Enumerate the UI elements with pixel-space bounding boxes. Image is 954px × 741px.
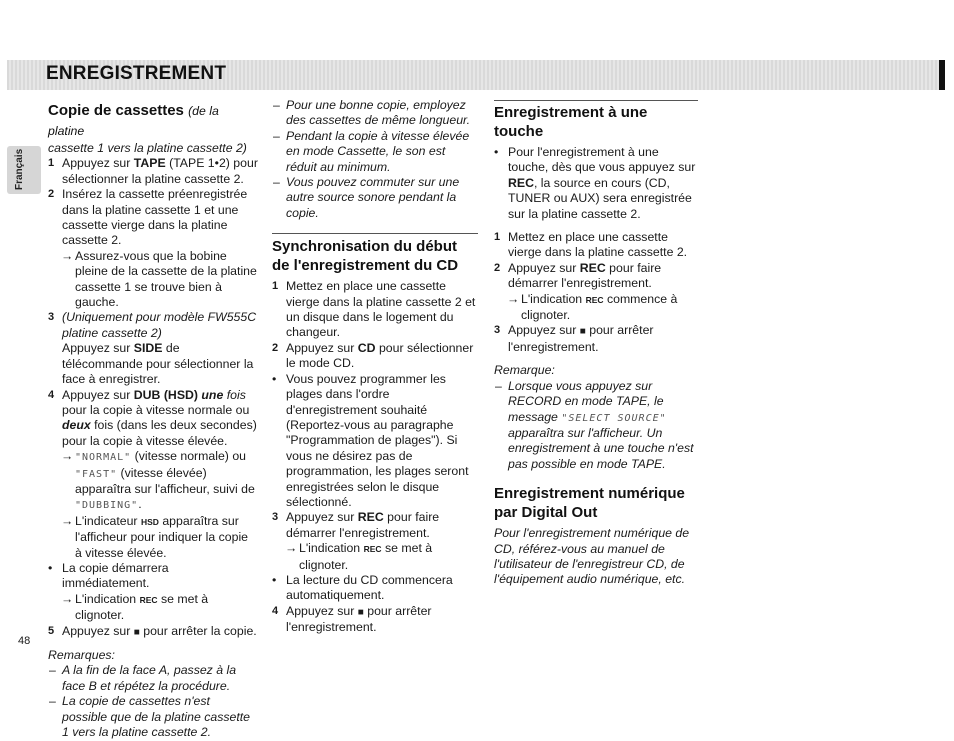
section-heading-cd-sync: Synchronisation du début de l'enregistrement du CD <box>272 233 478 275</box>
note-3: – Vous pouvez commuter sur une autre source sonore pendant la copie. <box>273 175 460 220</box>
note-2: – Pendant la copie à vitesse élevée en mode Cassette, le son est réduit au minimum. <box>273 128 470 174</box>
column-one-touch <box>494 103 698 588</box>
note-1: – Pour une bonne copie, employez des cassettes de même longueur. <box>273 98 471 128</box>
remark: – Lorsque vous appuyez sur RECORD en mode TAPE, le message "SELECT SOURCE" apparaîtra sur l'afficheur. Un enregistrement à une touche n'est pas possible en mode TAPE. <box>495 378 694 471</box>
page-number: 48 <box>18 635 31 647</box>
banner-end-bar <box>939 60 945 90</box>
section-heading-copy: Copie de cassettes (de la platine <box>48 102 219 138</box>
step-2: 2 Appuyez sur CD pour sélectionner le mode CD. <box>272 340 474 371</box>
remark-label: Remarque: <box>494 363 555 378</box>
step-4: 4 Appuyez sur ■ pour arrêter l'enregistrement. <box>272 603 432 635</box>
step-3: 3 Appuyez sur REC pour faire démarrer l'enregistrement. <box>272 510 440 540</box>
step-2: 2 Appuyez sur REC pour faire démarrer l'enregistrement. <box>494 260 662 291</box>
bullet-program: • Vous pouvez programmer les plages dans l'ordre d'enregistrement souhaité (Reportez-vous au paragraphe "Programmation de plages"). Si vous ne désirez pas de programmation, les plages seront enregistrées selon le disque sélectionné. <box>272 371 469 509</box>
section-heading-digital: Enregistrement numérique par Digital Out <box>494 485 685 522</box>
heading-subtitle: cassette 1 vers la platine cassette 2) <box>48 141 247 155</box>
bullet-copy-note: → L'indication REC se met à clignoter. <box>61 591 209 623</box>
remark-1: – A la fin de la face A, passez à la face B et répétez la procédure. <box>49 663 237 693</box>
step-3-note: → L'indication REC se met à clignoter. <box>285 541 433 572</box>
step-5: 5 Appuyez sur ■ pour arrêter la copie. <box>48 623 257 638</box>
step-1: 1 Mettez en place une cassette vierge dans la platine cassette 2. <box>494 230 688 260</box>
column-3-rule <box>494 100 698 101</box>
remarks-label: Remarques: <box>48 648 115 662</box>
step-4-note-hsd: → L'indicateur HSD apparaîtra sur l'afficheur pour indiquer la copie à vitesse élevée. <box>61 513 249 560</box>
step-1: 1 Mettez en place une cassette vierge dans la platine cassette 2 et un disque dans le logement du changeur. <box>272 279 476 340</box>
step-4: 4 Appuyez sur DUB (HSD) une fois pour la copie à vitesse normale ou deux fois (dans les deux secondes) pour la copie à vitesse élevée. <box>48 387 257 448</box>
digital-text: Pour l'enregistrement numérique de CD, référez-vous au manuel de l'utilisateur de l'enregistreur CD, de l'équipement audio numérique, etc. <box>494 526 690 587</box>
bullet-one-touch: • Pour l'enregistrement à une touche, dès que vous appuyez sur REC, la source en cours (CD, TUNER ou AUX) sera enregistrée sur la platine cassette 2. <box>494 145 696 221</box>
step-3: 3 Appuyez sur ■ pour arrêter l'enregistrement. <box>494 323 654 354</box>
step-2: 2 Insérez la cassette préenregistrée dans la platine cassette 1 et une cassette vierge dans la platine cassette 2. <box>48 187 248 248</box>
step-3: 3 (Uniquement pour modèle FW555C platine cassette 2) Appuyez sur SIDE de télécommande pour sélectionner la face à enregistrer. <box>48 310 257 387</box>
column-copy-cassettes <box>48 101 258 740</box>
page-title: ENREGISTREMENT <box>46 63 227 84</box>
step-2-note: → L'indication REC commence à clignoter. <box>507 291 678 323</box>
remark-2: – La copie de cassettes n'est possible que de la platine cassette 1 vers la platine cassette 2. <box>49 694 250 740</box>
step-2-note: → Assurez-vous que la bobine pleine de la cassette de la platine cassette 1 se trouve bien à gauche. <box>61 248 257 310</box>
column-cd-sync <box>272 98 478 636</box>
section-heading-one-touch: Enregistrement à une touche <box>494 104 648 140</box>
step-1: 1 Appuyez sur TAPE (TAPE 1•2) pour sélectionner la platine cassette 2. <box>48 156 258 186</box>
bullet-copy-start: • La copie démarrera immédiatement. <box>48 560 169 591</box>
bullet-cd-start: • La lecture du CD commencera automatiquement. <box>272 572 453 603</box>
step-4-note-display: → "NORMAL" (vitesse normale) ou "FAST" (vitesse élevée) apparaîtra sur l'afficheur, suivi de "DUBBING". <box>61 449 255 512</box>
language-label: Français <box>14 148 25 190</box>
